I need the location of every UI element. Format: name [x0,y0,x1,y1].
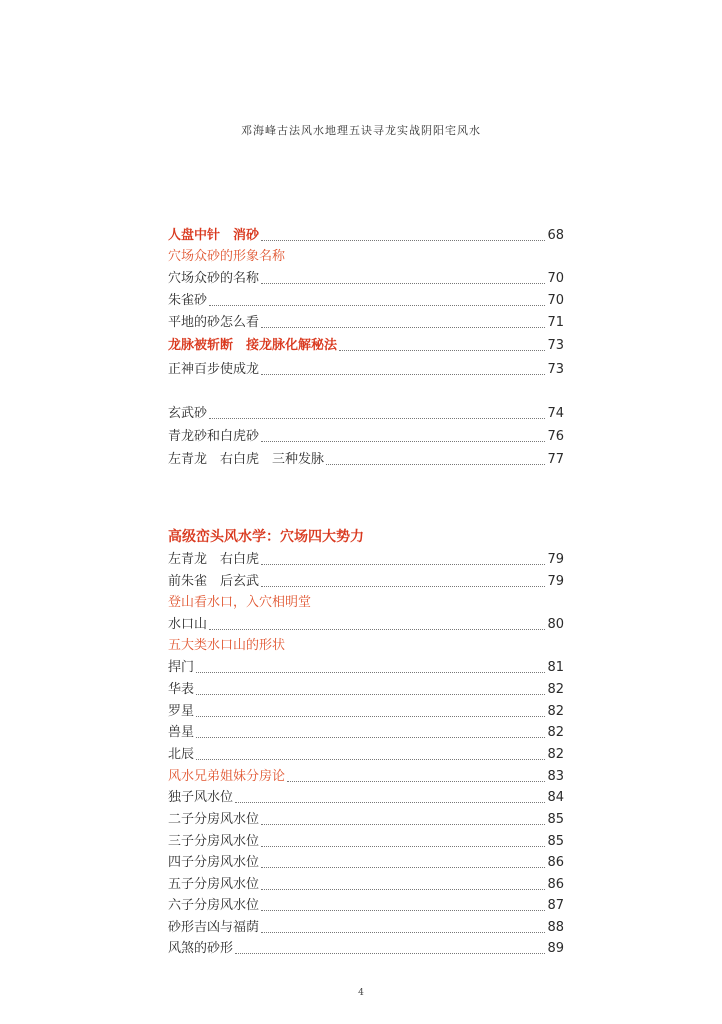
toc-entry-page: 74 [547,406,564,421]
toc-entry[interactable] [168,358,564,378]
toc-entry[interactable] [168,613,564,633]
toc-entry-page: 80 [547,617,564,632]
toc-entry-title: 龙脉被斩断 接龙脉化解秘法 [168,338,338,353]
toc-entry-page: 82 [547,725,564,740]
toc-entry[interactable] [168,851,564,871]
toc-entry-title: 六子分房风水位 [168,898,260,913]
dot-leader [209,305,545,306]
toc-entry[interactable] [168,634,564,654]
toc-entry[interactable] [168,267,564,287]
toc-entry-title: 五子分房风水位 [168,877,260,892]
toc-entry-title: 登山看水口，入穴相明堂 [168,595,312,610]
toc-entry-title: 左青龙 右白虎 三种发脉 [168,452,325,467]
toc-entry-page: 83 [547,769,564,784]
dot-leader [261,889,545,890]
toc-entry-page: 82 [547,704,564,719]
toc-entry-page: 71 [547,315,564,330]
toc-entry[interactable] [168,224,564,244]
dot-leader [196,694,545,695]
toc-entry[interactable] [168,721,564,741]
page-number: 4 [358,988,364,998]
toc-entry-title: 四子分房风水位 [168,855,260,870]
toc-entry-page: 79 [547,574,564,589]
dot-leader [261,824,545,825]
dot-leader [235,802,545,803]
toc-entry[interactable] [168,765,564,785]
dot-leader [261,283,545,284]
toc-entry-title: 水口山 [168,617,208,632]
toc-entry-title: 五大类水口山的形状 [168,638,286,653]
toc-entry-page: 89 [547,941,564,956]
toc-entry-page: 70 [547,293,564,308]
dot-leader [261,327,545,328]
toc-entry-page: 81 [547,660,564,675]
toc-entry-page: 77 [547,452,564,467]
toc-entry-page: 73 [547,338,564,353]
toc-entry-page: 87 [547,898,564,913]
dot-leader [287,781,545,782]
toc-entry-page: 82 [547,747,564,762]
toc-entry[interactable] [168,548,564,568]
dot-leader [261,441,545,442]
dot-leader [196,716,545,717]
dot-leader [261,564,545,565]
dot-leader [196,737,545,738]
toc-entry-title: 穴场众砂的名称 [168,271,260,286]
toc-entry-title: 砂形吉凶与福荫 [168,920,260,935]
toc-entry[interactable] [168,916,564,936]
toc-entry[interactable] [168,873,564,893]
toc-entry-page: 73 [547,362,564,377]
toc-entry-page: 86 [547,855,564,870]
toc-entry-page: 85 [547,812,564,827]
dot-leader [326,464,545,465]
toc-entry-title: 三子分房风水位 [168,834,260,849]
dot-leader [261,910,545,911]
toc-entry[interactable] [168,334,564,354]
toc-entry-page: 86 [547,877,564,892]
dot-leader [209,418,545,419]
toc-section-heading[interactable] [168,525,564,545]
dot-leader [261,867,545,868]
toc-entry[interactable] [168,289,564,309]
toc-entry-title: 人盘中针 消砂 [168,228,260,243]
dot-leader [261,240,545,241]
toc-entry-title: 玄武砂 [168,406,208,421]
toc-entry-title: 青龙砂和白虎砂 [168,429,260,444]
toc-entry-title: 前朱雀 后玄武 [168,574,260,589]
toc-entry[interactable] [168,786,564,806]
toc-entry[interactable] [168,808,564,828]
toc-entry-title: 左青龙 右白虎 [168,552,260,567]
toc-entry-page: 88 [547,920,564,935]
toc-entry-title: 风煞的砂形 [168,941,234,956]
toc-entry-title: 北辰 [168,747,195,762]
toc-entry-title: 穴场众砂的形象名称 [168,249,286,264]
toc-entry[interactable] [168,570,564,590]
toc-entry-page: 82 [547,682,564,697]
toc-entry-page: 85 [547,834,564,849]
toc-entry-title: 正神百步使成龙 [168,362,260,377]
toc-entry[interactable] [168,894,564,914]
toc-entry[interactable] [168,311,564,331]
toc-entry[interactable] [168,937,564,957]
dot-leader [261,846,545,847]
toc-entry-title: 独子风水位 [168,790,234,805]
dot-leader [235,953,545,954]
dot-leader [209,629,545,630]
toc-entry[interactable] [168,678,564,698]
toc-entry[interactable] [168,656,564,676]
dot-leader [196,672,545,673]
toc-entry-title: 华表 [168,682,195,697]
toc-entry-title: 平地的砂怎么看 [168,315,260,330]
toc-entry[interactable] [168,743,564,763]
toc-entry-page: 68 [547,228,564,243]
toc-entry[interactable] [168,830,564,850]
toc-entry-title: 罗星 [168,704,195,719]
toc-entry[interactable] [168,245,564,265]
toc-entry-title: 风水兄弟姐妹分房论 [168,769,286,784]
toc-entry[interactable] [168,700,564,720]
toc-entry[interactable] [168,402,564,422]
toc-entry-title: 高级峦头风水学：穴场四大势力 [168,529,364,545]
toc-entry-page: 84 [547,790,564,805]
dot-leader [196,759,545,760]
dot-leader [339,350,545,351]
dot-leader [261,932,545,933]
running-header: 邓海峰古法风水地理五诀寻龙实战阴阳宅风水 [241,124,481,137]
toc-entry[interactable] [168,448,564,468]
toc-entry-title: 捍门 [168,660,195,675]
toc-entry[interactable] [168,591,564,611]
toc-entry[interactable] [168,425,564,445]
toc-entry-title: 兽星 [168,725,195,740]
toc-entry-page: 79 [547,552,564,567]
toc-entry-page: 76 [547,429,564,444]
dot-leader [261,586,545,587]
toc-entry-title: 二子分房风水位 [168,812,260,827]
toc-entry-title: 朱雀砂 [168,293,208,308]
toc-entry-page: 70 [547,271,564,286]
dot-leader [261,374,545,375]
